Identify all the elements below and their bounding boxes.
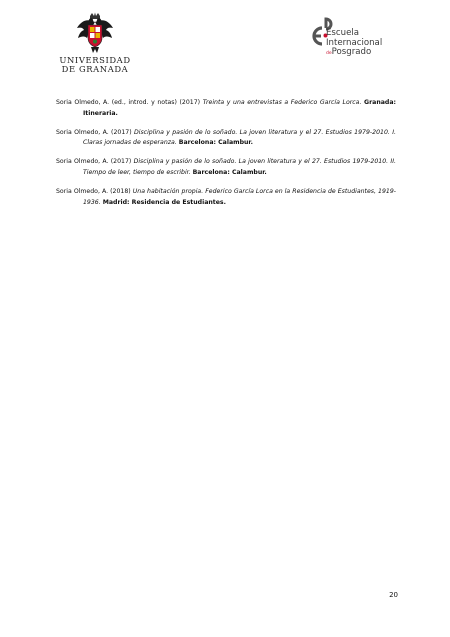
entry-date: (2017) [179, 99, 201, 106]
university-name-line-1: UNIVERSIDAD [59, 55, 131, 65]
entry-publisher: Madrid: Residencia de Estudiantes. [102, 198, 226, 206]
entry-author: Soria Olmedo, A. [56, 158, 109, 166]
school-name-line-2: Internacional [326, 37, 383, 48]
university-name-line-2: DE GRANADA [61, 64, 129, 74]
entry-author: Soria Olmedo, A. [56, 188, 109, 196]
page-number: 20 [389, 591, 398, 599]
entry-title: Disciplina y pasión de lo soñado. La joven literatura y el 27. Estudios 1979-2010. II. Tiempo de leer, tiempo de escribir. [83, 158, 397, 176]
school-name-line-1: Escuela [326, 28, 360, 38]
school-name-line-3 [326, 48, 382, 59]
entry-author: Soria Olmedo, A. [56, 128, 109, 136]
school-logo [308, 16, 408, 66]
bibliography-list [56, 98, 396, 217]
school-name [326, 29, 382, 59]
bibliography-entry [56, 187, 396, 208]
entry-title: Treinta y una entrevistas a Federico García Lorca. [202, 99, 362, 106]
entry-title: Disciplina y pasión de lo soñado. La joven literatura y el 27. Estudios 1979-2010. I. Claras jornadas de esperanza. [83, 128, 396, 147]
school-name-de: de [326, 51, 332, 56]
entry-date: (2017) [111, 128, 132, 136]
entry-title: Una habitación propia. Federico García Lorca en la Residencia de Estudiantes, 1919-1936. [83, 188, 397, 206]
bibliography-entry [56, 98, 396, 119]
school-name-posgrado: Posgrado [331, 47, 372, 57]
entry-publisher: Granada: Itineraria. [83, 99, 397, 117]
university-logo [56, 12, 134, 74]
bibliography-entry [56, 128, 396, 149]
university-crest-icon [75, 12, 115, 56]
entry-date: (2018) [110, 188, 131, 196]
entry-date: (2017) [110, 158, 132, 166]
entry-author: Soria Olmedo, A. (ed., introd. y notas) [56, 99, 177, 106]
entry-publisher: Barcelona: Calambur. [178, 139, 253, 147]
bibliography-entry [56, 157, 396, 178]
entry-publisher: Barcelona: Calambur. [192, 168, 267, 176]
